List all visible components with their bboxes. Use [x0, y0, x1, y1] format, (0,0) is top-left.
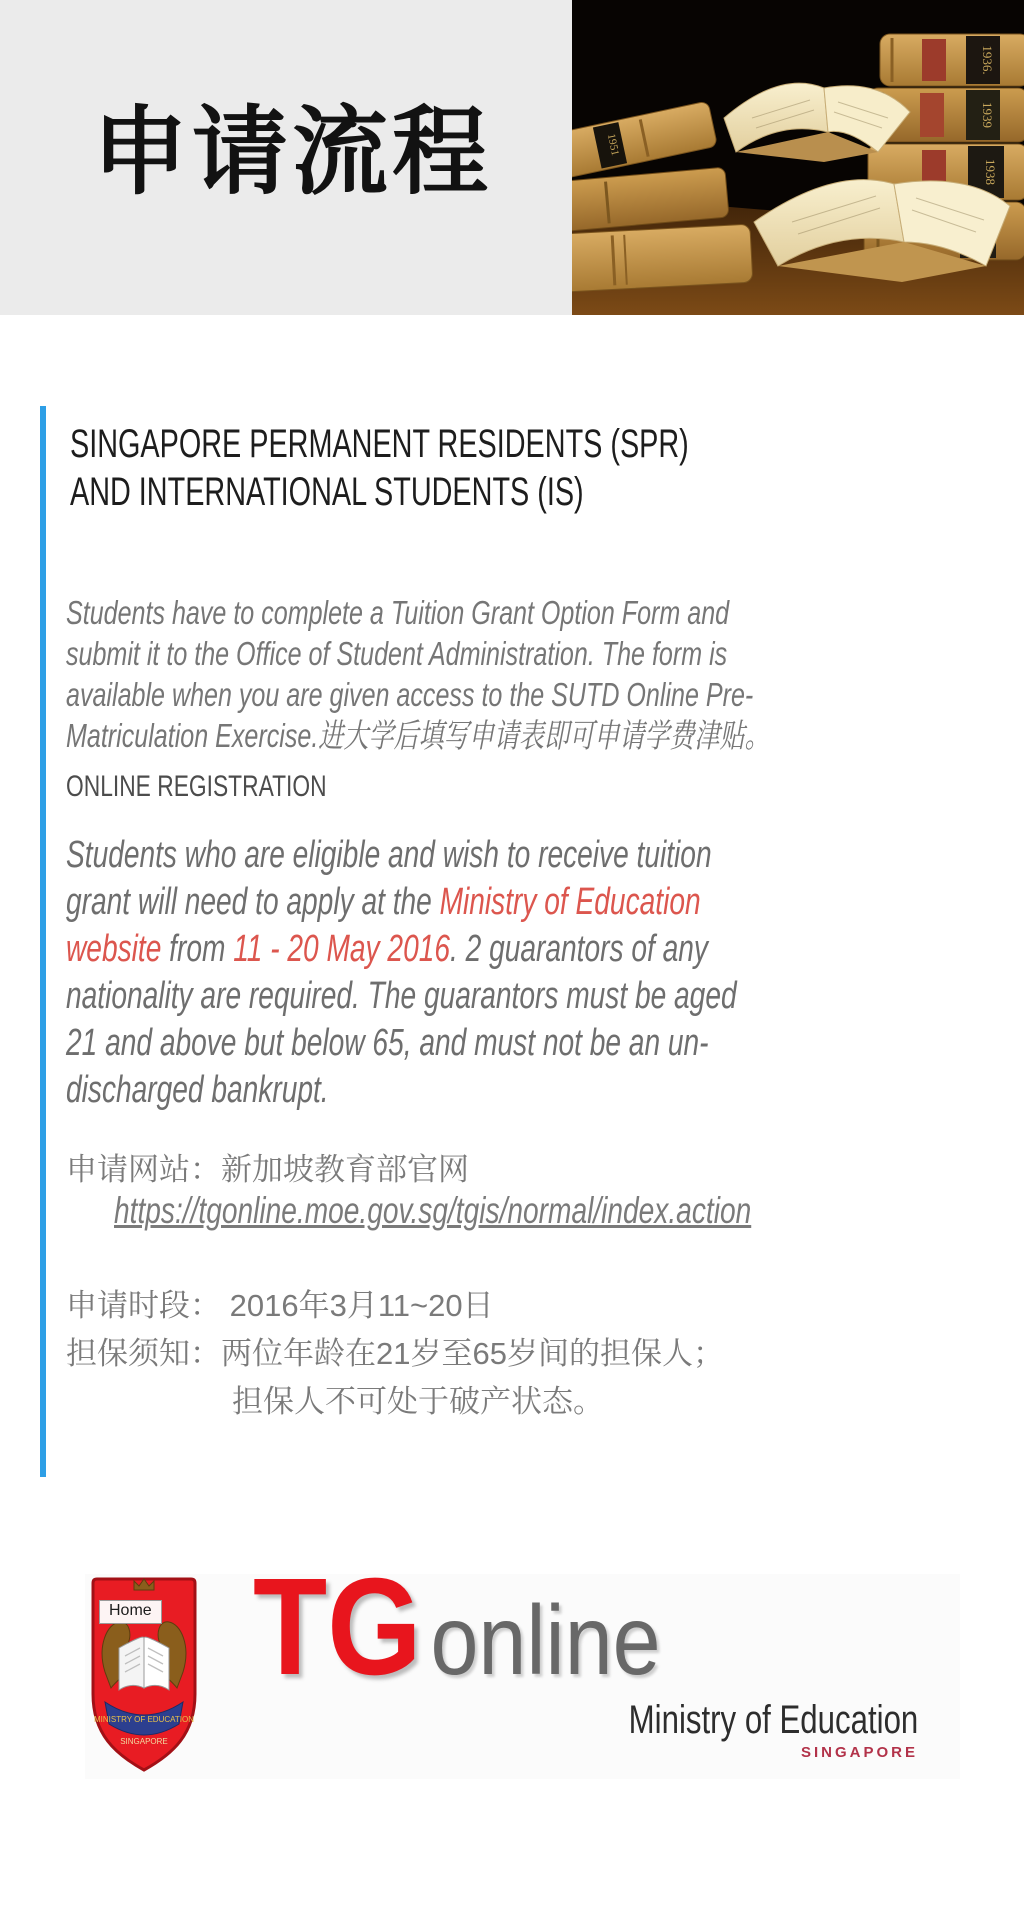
text-line: Students have to complete a Tuition Grant Option Form and	[66, 594, 730, 631]
inline-link[interactable]: 11 - 20 May 2016	[233, 928, 450, 970]
text-line: submit it to the Office of Student Administration. The form is	[66, 635, 728, 672]
svg-text:1951: 1951	[604, 132, 622, 157]
text-segment: . 2 guarantors of any	[449, 928, 708, 970]
online-logo-text: online	[430, 1585, 661, 1695]
text-line	[66, 879, 737, 926]
text-line: AND INTERNATIONAL STUDENTS (IS)	[70, 470, 584, 514]
page-title: 申请流程	[92, 99, 492, 206]
tg-logo-text: TG	[253, 1550, 422, 1704]
svg-text:1939: 1939	[980, 102, 995, 128]
guarantor-note-line2: 担保人不可处于破产状态。	[232, 1384, 604, 1419]
guarantor-note-line1: 担保须知：两位年龄在21岁至65岁间的担保人；	[66, 1336, 724, 1371]
books-photo	[572, 0, 1024, 315]
text-line	[66, 926, 737, 973]
header-band	[0, 0, 1024, 315]
svg-text:SINGAPORE: SINGAPORE	[120, 1737, 168, 1746]
text-line	[66, 1020, 737, 1067]
apply-site-label: 申请网站：新加坡教育部官网	[66, 1152, 469, 1187]
section-heading	[70, 420, 689, 516]
online-registration-subheading: ONLINE REGISTRATION	[66, 770, 327, 803]
inline-link[interactable]: website	[66, 928, 162, 970]
svg-text:MINISTRY OF EDUCATION: MINISTRY OF EDUCATION	[93, 1715, 195, 1724]
text-line	[66, 1067, 737, 1114]
accent-bar	[40, 406, 46, 1477]
text-segment: 21 and above but below 65, and must not be an un-	[66, 1022, 709, 1064]
singapore-label: SINGAPORE	[800, 1744, 918, 1761]
text-line: available when you are given access to the SUTD Online Pre-	[66, 676, 754, 713]
svg-text:1938: 1938	[983, 159, 998, 185]
text-line	[66, 973, 737, 1020]
inline-link[interactable]: Ministry of Education	[439, 881, 701, 923]
tgonline-url-link[interactable]: https://tgonline.moe.gov.sg/tgis/normal/index.action	[114, 1190, 752, 1231]
text-segment: grant will need to apply at the	[66, 881, 440, 923]
text-segment: from	[161, 928, 234, 970]
text-line	[66, 832, 737, 879]
registration-paragraph	[66, 832, 737, 1114]
text-line: Matriculation Exercise.进大学后填写申请表即可申请学费津贴。	[66, 717, 770, 754]
intro-paragraph	[66, 592, 770, 756]
text-segment: discharged bankrupt.	[66, 1069, 329, 1111]
text-segment: nationality are required. The guarantors must be aged	[66, 975, 737, 1017]
ministry-of-education-label: Ministry of Education	[628, 1698, 918, 1742]
svg-text:1936.: 1936.	[980, 45, 995, 75]
apply-period-label: 申请时段： 2016年3月11~20日	[66, 1288, 494, 1323]
text-line: SINGAPORE PERMANENT RESIDENTS (SPR)	[70, 422, 689, 466]
tgonline-logo-panel	[85, 1550, 960, 1779]
text-segment: Students who are eligible and wish to receive tuition	[66, 834, 712, 876]
tgonline-wordmark	[253, 1550, 661, 1704]
home-button[interactable]: Home	[99, 1600, 162, 1624]
